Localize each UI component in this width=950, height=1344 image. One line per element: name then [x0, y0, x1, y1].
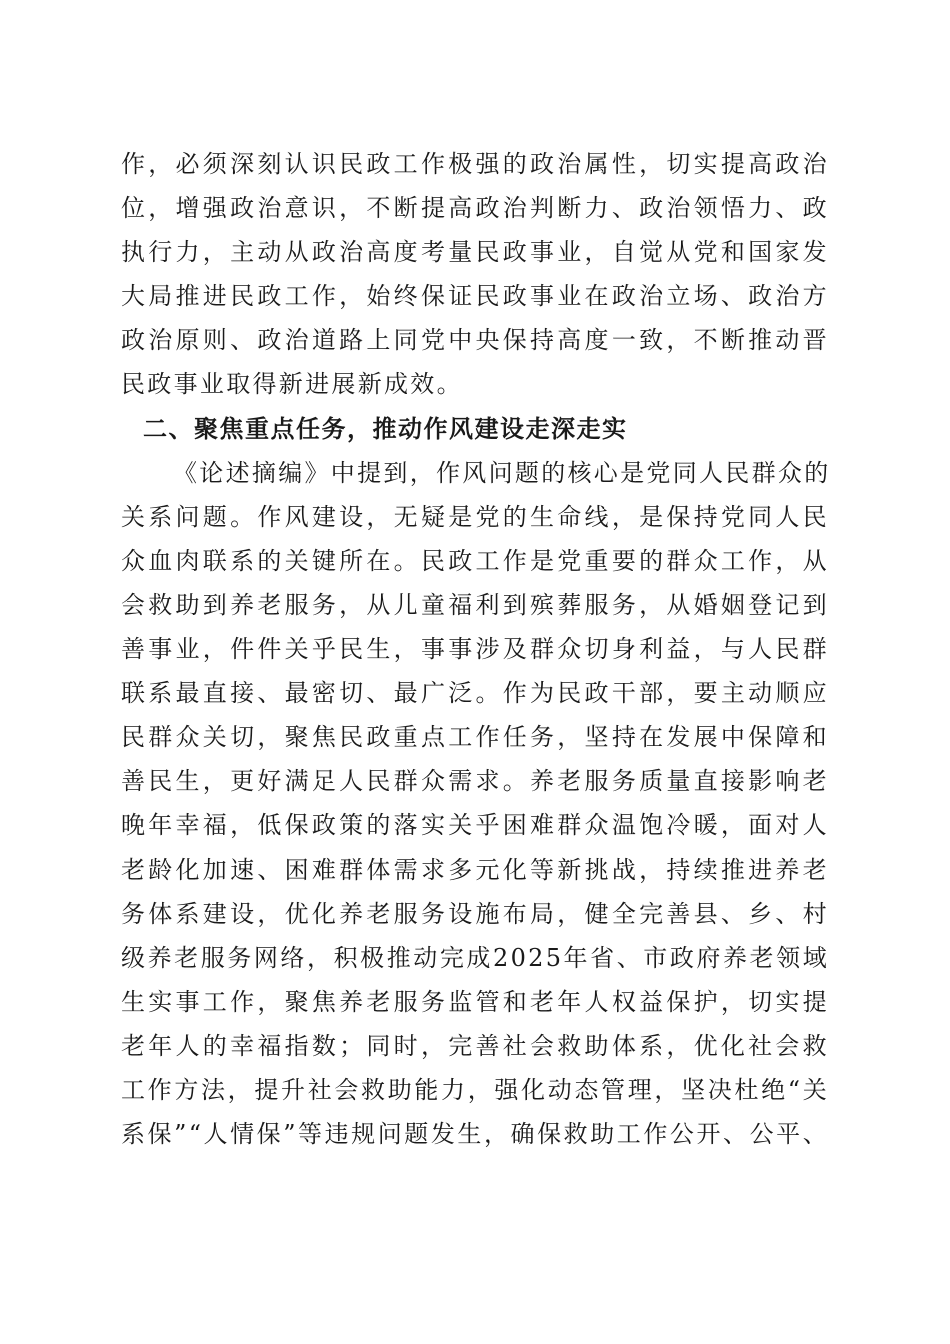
- text-line: 老龄化加速、困难群体需求多元化等新挑战，持续推进养老: [121, 855, 829, 884]
- text-line: 民政事业取得新进展新成效。: [121, 370, 463, 399]
- text-line: 老年人的幸福指数；同时，完善社会救助体系，优化社会救: [121, 1031, 829, 1060]
- text-line: 联系最直接、最密切、最广泛。作为民政干部，要主动顺应: [121, 679, 829, 708]
- text-line: 生实事工作，聚焦养老服务监管和老年人权益保护，切实提: [121, 987, 829, 1016]
- text-line: 会救助到养老服务，从儿童福利到殡葬服务，从婚姻登记到: [121, 590, 829, 619]
- paragraph-first-line: 《论述摘编》中提到，作风问题的核心是党同人民群众的: [173, 458, 831, 487]
- text-line: 系保”“人情保”等违规问题发生，确保救助工作公开、公平、: [121, 1120, 829, 1149]
- text-line: 政治原则、政治道路上同党中央保持高度一致，不断推动晋: [121, 326, 829, 355]
- text-line: 晚年幸福，低保政策的落实关乎困难群众温饱冷暖，面对人: [121, 811, 829, 840]
- text-line: 级养老服务网络，积极推动完成2025年省、市政府养老领域: [121, 943, 829, 972]
- text-line: 众血肉联系的关键所在。民政工作是党重要的群众工作，从: [121, 546, 829, 575]
- text-line: 关系问题。作风建设，无疑是党的生命线，是保持党同人民: [121, 502, 829, 531]
- section-heading: 二、聚焦重点任务，推动作风建设走深走实: [143, 414, 628, 443]
- text-line: 作，必须深刻认识民政工作极强的政治属性，切实提高政治: [121, 150, 829, 178]
- text-line: 位，增强政治意识，不断提高政治判断力、政治领悟力、政: [121, 194, 829, 223]
- text-line: 大局推进民政工作，始终保证民政事业在政治立场、政治方: [121, 282, 829, 311]
- body-text: [121, 142, 829, 1156]
- text-line: 善事业，件件关乎民生，事事涉及群众切身利益，与人民群: [121, 635, 829, 664]
- text-line: 工作方法，提升社会救助能力，强化动态管理，坚决杜绝“关: [121, 1075, 829, 1104]
- text-line: 执行力，主动从政治高度考量民政事业，自觉从党和国家发: [121, 238, 829, 267]
- text-line: 民群众关切，聚焦民政重点工作任务，坚持在发展中保障和: [121, 723, 829, 752]
- text-line: 务体系建设，优化养老服务设施布局，健全完善县、乡、村: [121, 899, 829, 928]
- text-line: 善民生，更好满足人民群众需求。养老服务质量直接影响老: [121, 767, 829, 796]
